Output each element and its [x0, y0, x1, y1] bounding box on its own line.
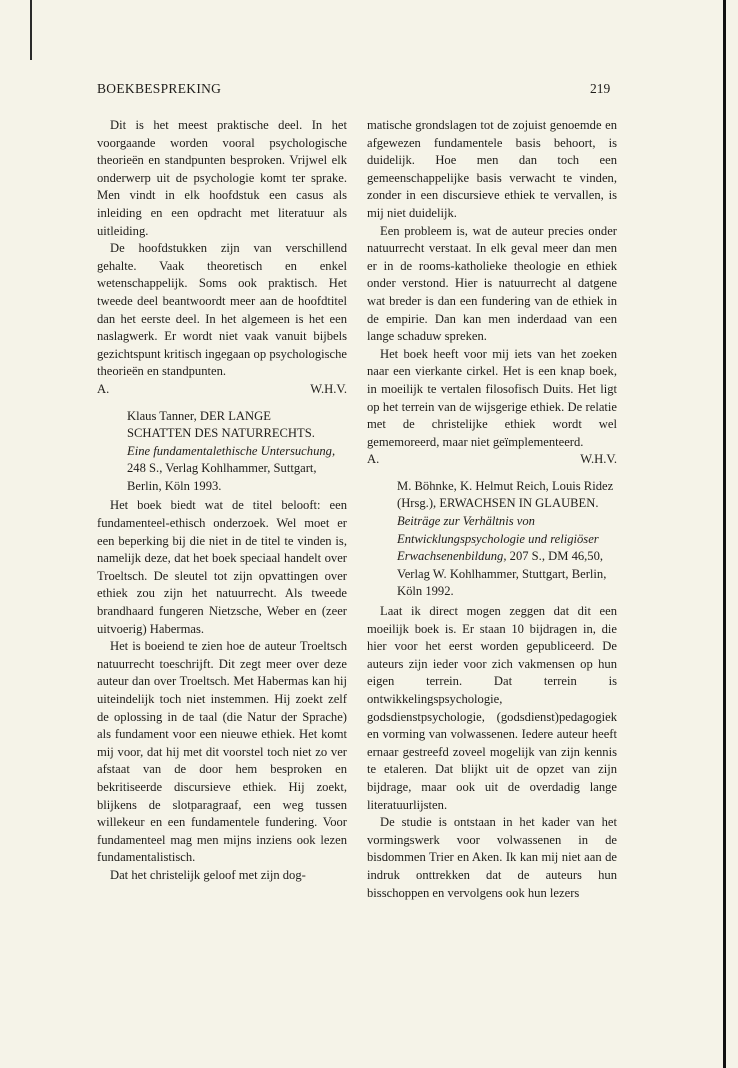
page-number: 219	[590, 81, 611, 96]
paragraph: Het boek biedt wat de titel belooft: een fundamenteel-ethisch onderzoek. Wel moet er een beperking bij die niet in de titel te vinden is, namelijk deze, dat het boek speciaal handelt over Troeltsch. De sleutel tot zijn opvattingen over ethiek zou zijn het natuurrecht. Als tweede brandhaard fungeren Nietzsche, Weber en (zeer uitvoerig) Habermas.	[97, 498, 347, 636]
book-details: 207 S., DM 46,50, Verlag W. Kohlhammer, Stuttgart, Berlin, Köln 1992.	[397, 549, 607, 599]
book-reference	[367, 478, 617, 601]
right-column	[367, 117, 617, 902]
paragraph: Laat ik direct mogen zeggen dat dit een moeilijk boek is. Er staan 10 bijdragen in, die hier voor het eerst worden gepubliceerd. De auteurs zijn ieder voor zich vakmensen op hun eigen terrein. Dat terrein is ontwikkelingspsychologie, godsdienstpsychologie, (godsdienst)pedagogiek en vorming van volwassenen. Iedere auteur heeft ernaar gestreefd zoveel mogelijk van zijn kennis te etaleren. Dat blijkt uit de opzet van zijn bijdrage, maar ook uit de overdadig lange literatuurlijsten.	[367, 604, 617, 812]
book-title: SCHATTEN DES NATURRECHTS.	[127, 426, 315, 441]
paragraph: De hoofdstukken zijn van verschillend gehalte. Vaak theoretisch en enkel wetenschappelijk. Soms ook praktisch. Het tweede deel beantwoordt meer aan de hoofdtitel dan het eerste deel. In het algemeen is het een naslagwerk. Er wordt niet vaak vanuit bijbels gezichtspunt kritisch ingegaan op psychologische theorieën en standpunten.	[97, 241, 347, 379]
book-title: ERWACHSEN IN GLAUBEN.	[439, 496, 599, 511]
book-subtitle: Eine fundamentalethische Untersuchung,	[127, 443, 336, 458]
scan-edge-left	[30, 0, 32, 60]
paragraph: Een probleem is, wat de auteur precies onder natuurrecht verstaat. In elk geval meer dan men er in de rooms-katholieke theologie en ethiek onder verstond. Hier is natuurrecht al datgene wat breder is dan een fundering van de ethiek in de empirie. Dan kan men inderdaad van een lange schaduw spreken.	[367, 223, 617, 344]
book-author-title: Klaus Tanner, DER LANGE	[127, 408, 271, 423]
paragraph: Dit is het meest praktische deel. In het voorgaande worden vooral psychologische theorieën en standpunten besproken. Vrijwel elk onderwerp uit de psychologie komt ter sprake. Men vindt in elk hoofdstuk een casus als inleiding en een opdracht met literatuur als uitleiding.	[97, 118, 347, 238]
scan-edge-right	[723, 0, 726, 1068]
book-details: 248 S., Verlag Kohlhammer, Suttgart, Berlin, Köln 1993.	[127, 461, 317, 493]
book-authors: M. Böhnke, K. Helmut Reich, Louis Ridez (Hrsg.),	[397, 478, 614, 511]
paragraph: De studie is ontstaan in het kader van het vormingswerk voor volwassenen in de bisdommen Trier en Aken. Ik kan mij niet aan de indruk onttrekken dat de auteurs hun bisschoppen en vervolgens ook hun lezers	[367, 815, 617, 900]
paragraph: matische grondslagen tot de zojuist genoemde en afgewezen fundamentele basis behoort, is duidelijk. Hoe men dan toch een gemeenschappelijke basis verwacht te vinden, zonder in een discursieve ethiek te vervallen, is mij niet duidelijk.	[367, 118, 617, 220]
paragraph: Dat het christelijk geloof met zijn dog-	[110, 867, 306, 882]
signature-reviewer: W.H.V.	[310, 381, 347, 396]
paragraph: Het boek heeft voor mij iets van het zoeken naar een vierkante cirkel. Het is een knap boek, in moeilijk te vertalen filosofisch Duits. Het ligt op het terrein van de wijsgerige ethiek. De relatie met de christelijke ethiek wordt wel gememoreerd, maar niet geïmplementeerd.	[367, 346, 617, 449]
signature-initial: A.	[367, 452, 380, 467]
book-subtitle: Beiträge zur Verhältnis von Entwicklungspsychologie und religiöser Erwachsenenbildung,	[397, 514, 599, 564]
review-signature	[97, 381, 347, 399]
left-column	[97, 117, 347, 885]
signature-reviewer: W.H.V.	[580, 452, 617, 467]
running-head: BOEKBESPREKING	[97, 81, 222, 96]
review-signature	[367, 451, 617, 469]
paragraph: Het is boeiend te zien hoe de auteur Troeltsch natuurrecht toeschrijft. Dit zegt meer over deze auteur dan over Troeltsch. Met Habermas kan hij uiteindelijk toch niet instemmen. Hij zoekt zelf de oplossing in de taal (die Natur der Sprache) als fundament voor een nieuwe ethiek. Het komt mij voor, dat hij met dit voorstel toch niet zo ver afstaat van de door hem besproken en bekritiseerde discursieve ethiek. Hij zoekt, blijkens de slotparagraaf, een weg tussen willekeur en een fundamentele fundering. Voor fundamenteel mag men mijns inziens ook lezen fundamentalistisch.	[97, 639, 347, 865]
signature-initial: A.	[97, 381, 110, 396]
book-reference	[97, 408, 347, 496]
